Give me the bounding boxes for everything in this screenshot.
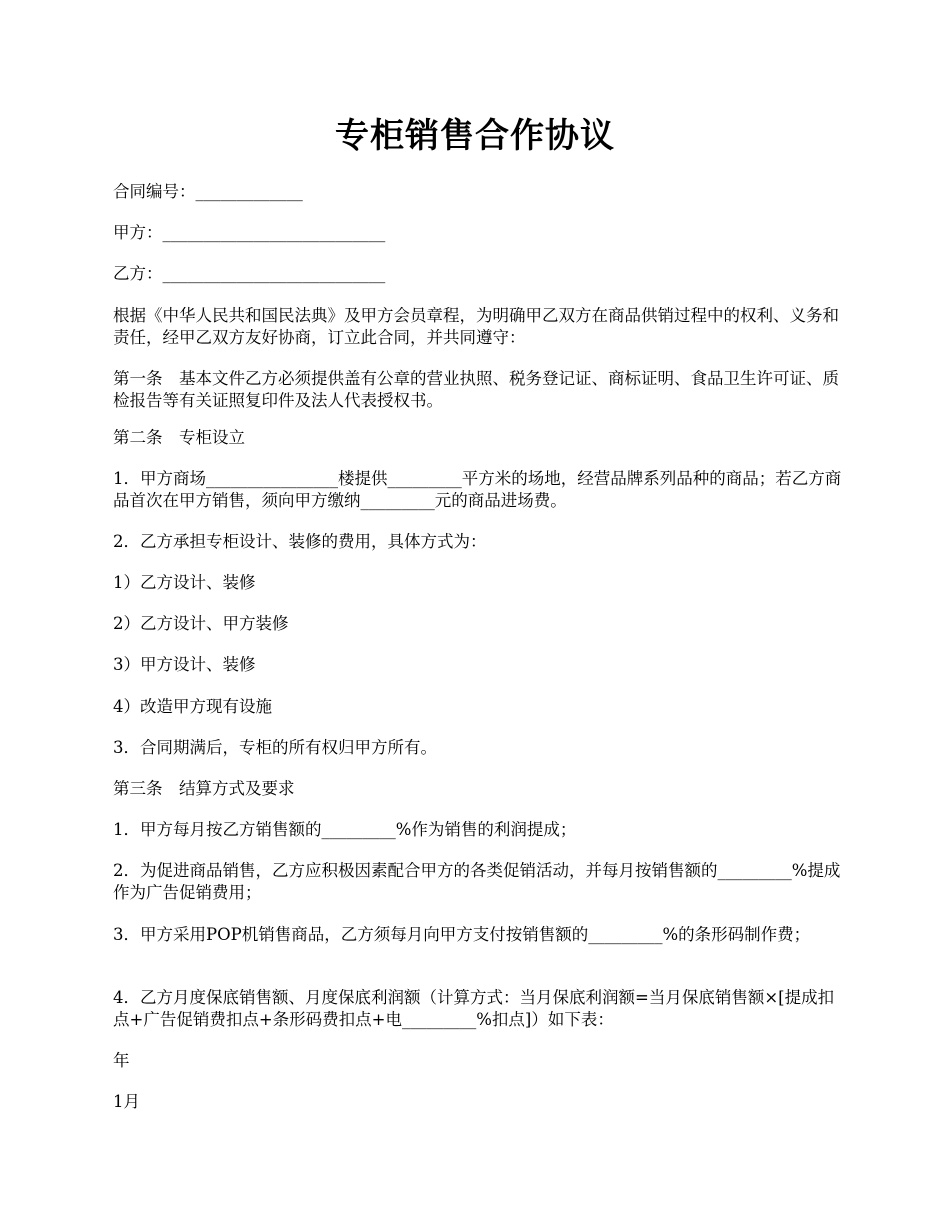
preamble-paragraph: 根据《中华人民共和国民法典》及甲方会员章程，为明确甲乙双方在商品供销过程中的权利、义务和责任，经甲乙双方友好协商，订立此合同，并共同遵守： — [113, 306, 839, 347]
table-header-year: 年 — [113, 1051, 130, 1070]
design-option-2: 2）乙方设计、甲方装修 — [113, 614, 289, 633]
document-title: 专柜销售合作协议 — [335, 116, 615, 156]
article-3-item-2: 2．为促进商品销售，乙方应积极因素配合甲方的各类促销活动，并每月按销售额的_________%提成作为广告促销费用； — [113, 861, 841, 902]
table-row-month-1: 1月 — [113, 1092, 140, 1111]
article-3-item-3: 3．甲方采用POP机销售商品，乙方须每月向甲方支付按销售额的_________%的条形码制作费； — [113, 925, 811, 944]
article-2-item-2: 2．乙方承担专柜设计、装修的费用，具体方式为： — [113, 532, 487, 551]
article-3-item-1: 1．甲方每月按乙方销售额的_________%作为销售的利润提成； — [113, 820, 577, 839]
design-option-3: 3）甲方设计、装修 — [113, 655, 256, 674]
article-3-item-4: 4．乙方月度保底销售额、月度保底利润额（计算方式：当月保底利润额=当月保底销售额×[提成扣点+广告促销费扣点+条形码费扣点+电_________%扣点]）如下表： — [113, 988, 835, 1029]
article-1-paragraph: 第一条 基本文件乙方必须提供盖有公章的营业执照、税务登记证、商标证明、食品卫生许可证、质检报告等有关证照复印件及法人代表授权书。 — [113, 369, 839, 410]
design-option-4: 4）改造甲方现有设施 — [113, 697, 272, 716]
contract-number-line: 合同编号：_____________ — [113, 182, 303, 201]
party-b-line: 乙方：___________________________ — [113, 264, 386, 283]
article-2-heading: 第二条 专柜设立 — [113, 428, 245, 447]
party-a-line: 甲方：___________________________ — [113, 223, 386, 242]
design-option-1: 1）乙方设计、装修 — [113, 573, 256, 592]
article-3-heading: 第三条 结算方式及要求 — [113, 779, 295, 798]
article-2-item-3: 3．合同期满后，专柜的所有权归甲方所有。 — [113, 738, 437, 757]
article-2-item-1: 1．甲方商场________________楼提供_________平方米的场地，经营品牌系列品种的商品；若乙方商品首次在甲方销售，须向甲方缴纳_________元的商品进场费。 — [113, 469, 842, 510]
